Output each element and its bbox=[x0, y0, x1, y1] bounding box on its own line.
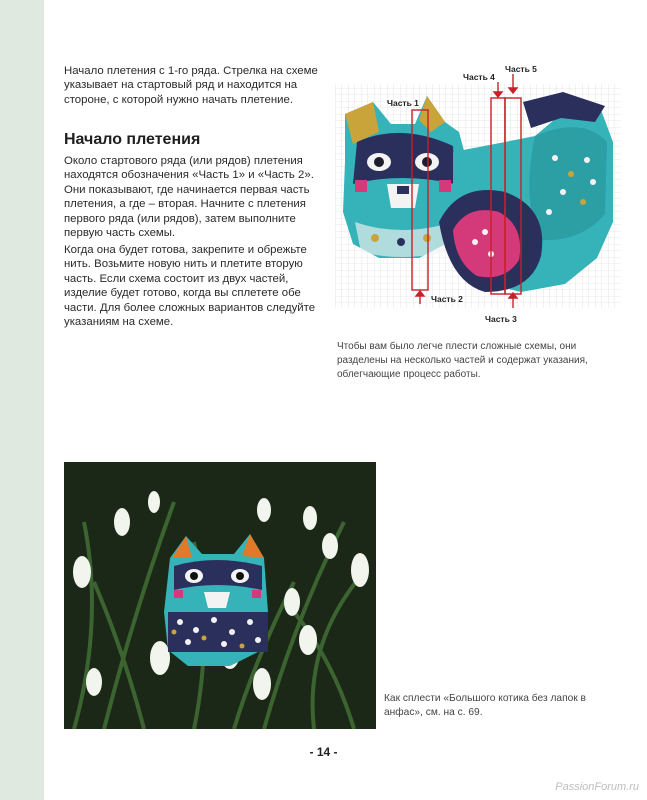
site-watermark: PassionForum.ru bbox=[555, 781, 639, 793]
scheme-caption: Чтобы вам было легче плести сложные схемы, они разделены на несколько частей и содержат указания, облегчающие процесс работы. bbox=[337, 341, 588, 380]
page-number: - 14 - bbox=[309, 745, 338, 759]
paragraph-2: Когда она будет готова, закрепите и обрежьте нить. Возьмите новую нить и плетите вторую часть. Если схема состоит из двух частей, изделие будет готово, когда вы сплетете обе части. Для более сложных вариантов следуйте указаниям на схеме. bbox=[64, 244, 316, 329]
snowdrop-photo bbox=[64, 462, 376, 729]
photo-caption: Как сплести «Большого котика без лапок в анфас», см. на с. 69. bbox=[384, 693, 586, 718]
bead-scheme bbox=[335, 62, 621, 332]
label-part-4: Часть 4 bbox=[463, 72, 495, 82]
label-part-2: Часть 2 bbox=[431, 294, 463, 304]
side-strip bbox=[0, 0, 44, 800]
paragraph-1: Около стартового ряда (или рядов) плетения находятся обозначения «Часть 1» и «Часть 2». Они показывают, где начинается первая часть плетения, а где – вторая. Начните с плетения первого ряда (или рядов), затем выполните первую часть схемы. bbox=[64, 155, 314, 240]
label-part-5: Часть 5 bbox=[505, 64, 537, 74]
section-heading: Начало плетения bbox=[64, 131, 201, 148]
intro-paragraph: Начало плетения с 1-го ряда. Стрелка на схеме указывает на стартовый ряд и находится на стороне, с которой нужно начать плетение. bbox=[64, 65, 318, 106]
label-part-3: Часть 3 bbox=[485, 314, 517, 324]
label-part-1: Часть 1 bbox=[387, 98, 419, 108]
